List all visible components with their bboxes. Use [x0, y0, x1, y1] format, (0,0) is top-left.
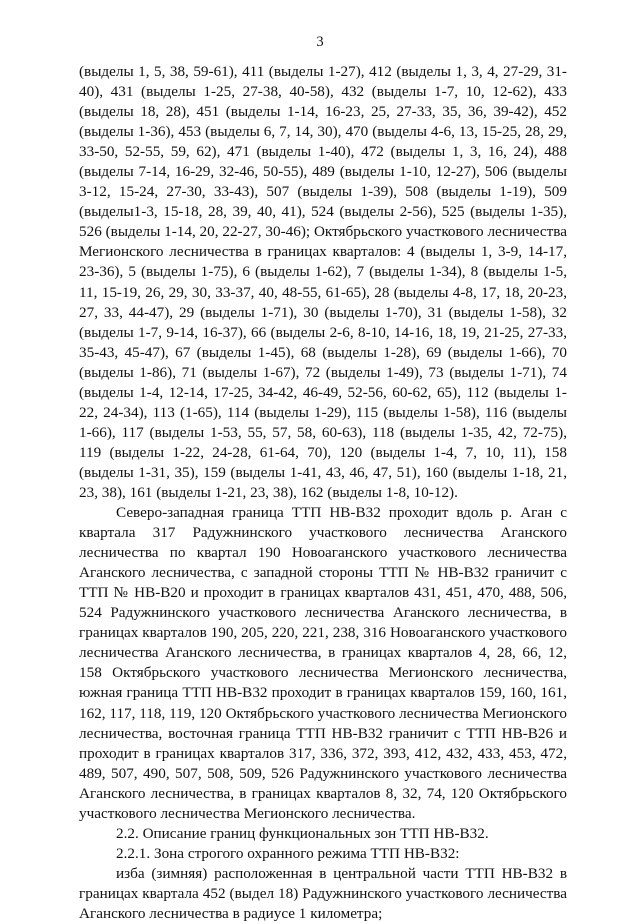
paragraph-strict-zone: изба (зимняя) расположенная в центральной части ТТП НВ-В32 в границах квартала 452 (выдел 18) Радужнинского участкового лесничества Аганского лесничества в радиусе 1 километра;	[79, 864, 567, 922]
section-heading-2-2-1: 2.2.1. Зона строгого охранного режима ТТП НВ-В32:	[116, 844, 460, 862]
paragraph-boundary-description: Северо-западная граница ТТП НВ-В32 проходит вдоль р. Аган с квартала 317 Радужнинского участкового лесничества Аганского лесничества по квартал 190 Новоаганского участкового лесничества Аганского лесничества, с западной стороны ТТП № НВ-В32 граничит с ТТП № НВ-В20 и проходит в границах кварталов 431, 451, 470, 488, 506, 524 Радужнинского участкового лесничества Аганского лесничества, в границах кварталов 190, 205, 220, 221, 238, 316 Новоаганского участкового лесничества Аганского лесничества, в границах кварталов 4, 28, 66, 12, 158 Октябрьского участкового лесничества Мегионского лесничества, южная граница ТТП НВ-В32 проходит в границах кварталов 159, 160, 161, 162, 117, 118, 119, 120 Октябрьского участкового лесничества Мегионского лесничества, восточная граница ТТП НВ-В32 граничит с ТТП НВ-В26 и проходит в границах кварталов 317, 336, 372, 393, 412, 432, 433, 453, 472, 489, 507, 490, 507, 508, 509, 526 Радужнинского участкового лесничества Аганского лесничества, в границах кварталов 8, 32, 74, 120 Октябрьского участкового лесничества Мегионского лесничества.	[79, 504, 567, 822]
document-body	[79, 62, 567, 924]
paragraph-quarter-list: (выделы 1, 5, 38, 59-61), 411 (выделы 1-27), 412 (выделы 1, 3, 4, 27-29, 31-40), 431 (выделы 1-25, 27-38, 40-58), 432 (выделы 1-7, 10, 12-62), 433 (выделы 18, 28), 451 (выделы 1-14, 16-23, 25, 27-33, 35, 36, 39-42), 452 (выделы 1-36), 453 (выделы 6, 7, 14, 30), 470 (выделы 4-6, 13, 15-25, 28, 29, 33-50, 52-55, 59, 62), 471 (выделы 1-40), 472 (выделы 1, 3, 16, 24), 488 (выделы 7-14, 16-29, 32-46, 50-55), 489 (выделы 1-10, 12-27), 506 (выделы 3-12, 15-24, 27-30, 33-43), 507 (выделы 1-39), 508 (выделы 1-19), 509 (выделы1-3, 15-18, 28, 39, 40, 41), 524 (выделы 2-56), 525 (выделы 1-35), 526 (выделы 1-14, 20, 22-27, 30-46); Октябрьского участкового лесничества Мегионского лесничества в границах кварталов: 4 (выделы 1, 3-9, 14-17, 23-36), 5 (выделы 1-75), 6 (выделы 1-62), 7 (выделы 1-34), 8 (выделы 1-5, 11, 15-19, 26, 29, 30, 33-37, 40, 48-55, 61-65), 28 (выделы 4-8, 17, 18, 20-23, 27, 33, 44-47), 29 (выделы 1-71), 30 (выделы 1-70), 31 (выделы 1-58), 32 (выделы 1-7, 9-14, 16-37), 66 (выделы 2-6, 8-10, 14-16, 18, 19, 21-25, 27-33, 35-43, 45-47), 67 (выделы 1-45), 68 (выделы 1-28), 69 (выделы 1-66), 70 (выделы 1-86), 71 (выделы 1-67), 72 (выделы 1-49), 73 (выделы 1-71), 74 (выделы 1-4, 12-14, 17-25, 34-42, 46-49, 52-56, 60-62, 65), 112 (выделы 1-22, 24-34), 113 (1-65), 114 (выделы 1-29), 115 (выделы 1-58), 116 (выделы 1-66), 117 (выделы 1-53, 55, 57, 58, 60-63), 118 (выделы 1-35, 42, 72-75), 119 (выделы 1-22, 24-28, 61-64, 70), 120 (выделы 1-4, 7, 10, 11), 158 (выделы 1-31, 35), 159 (выделы 1-41, 43, 46, 47, 51), 160 (выделы 1-18, 21, 23, 38), 161 (выделы 1-21, 23, 38), 162 (выделы 1-8, 10-12).	[79, 63, 567, 501]
section-heading-2-2: 2.2. Описание границ функциональных зон ТТП НВ-В32.	[116, 824, 489, 842]
page-number: 3	[316, 34, 324, 50]
